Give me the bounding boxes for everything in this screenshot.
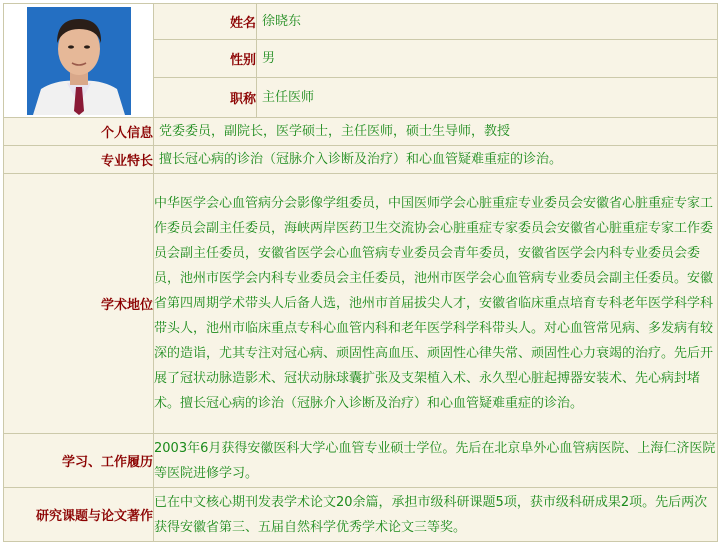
doctor-photo [27, 7, 131, 115]
name-value: 徐晓东 [257, 4, 718, 40]
section-label: 研究课题与论文著作 [4, 488, 154, 542]
section-row [4, 434, 718, 488]
section-text: 擅长冠心病的诊治（冠脉介入诊断及治疗）和心血管疑难重症的诊治。 [154, 146, 718, 174]
section-label: 个人信息 [4, 118, 154, 146]
section-label: 专业特长 [4, 146, 154, 174]
section-text: 中华医学会心血管病分会影像学组委员，中国医师学会心脏重症专业委员会安徽省心脏重症专家工作委员会副主任委员，海峡两岸医药卫生交流协会心脏重症专家委员会安徽省心脏重症专家工作委员会副主任委员，安徽省医学会心血管病专业委员会青年委员，安徽省医学会内科专业委员会委员，池州市医学会内科专业委员会主任委员，池州市医学会心血管病专业委员会副主任委员。安徽省第四周期学术带头人后备人选，池州市首届拔尖人才，安徽省临床重点培育专科老年医学科学科带头人，池州市临床重点专科心血管内科和老年医学科学科带头人。对心血管常见病、多发病有较深的造诣，尤其专注对冠心病、顽固性高血压、顽固性心律失常、顽固性心力衰竭的治疗。先后开展了冠状动脉造影术、冠状动脉球囊扩张及支架植入术、永久型心脏起搏器安装术、先心病封堵术。擅长冠心病的诊治（冠脉介入诊断及治疗）和心血管疑难重症的诊治。 [154, 174, 718, 434]
section-text: 2003年6月获得安徽医科大学心血管专业硕士学位。先后在北京阜外心血管病医院、上海仁济医院等医院进修学习。 [154, 434, 718, 488]
doctor-profile-table [3, 3, 718, 542]
section-label: 学术地位 [4, 174, 154, 434]
gender-label: 性别 [154, 40, 257, 78]
section-row [4, 118, 718, 146]
section-text: 党委委员，副院长，医学硕士，主任医师，硕士生导师，教授 [154, 118, 718, 146]
section-text: 已在中文核心期刊发表学术论文20余篇，承担市级科研课题5项，获市级科研成果2项。先后两次获得安徽省第三、五届自然科学优秀学术论文三等奖。 [154, 488, 718, 542]
gender-value: 男 [257, 40, 718, 78]
section-row [4, 174, 718, 434]
photo-cell [4, 4, 154, 118]
section-label: 学习、工作履历 [4, 434, 154, 488]
section-row [4, 488, 718, 542]
section-row [4, 146, 718, 174]
name-label: 姓名 [154, 4, 257, 40]
title-label: 职称 [154, 78, 257, 118]
name-row [4, 4, 718, 40]
title-value: 主任医师 [257, 78, 718, 118]
